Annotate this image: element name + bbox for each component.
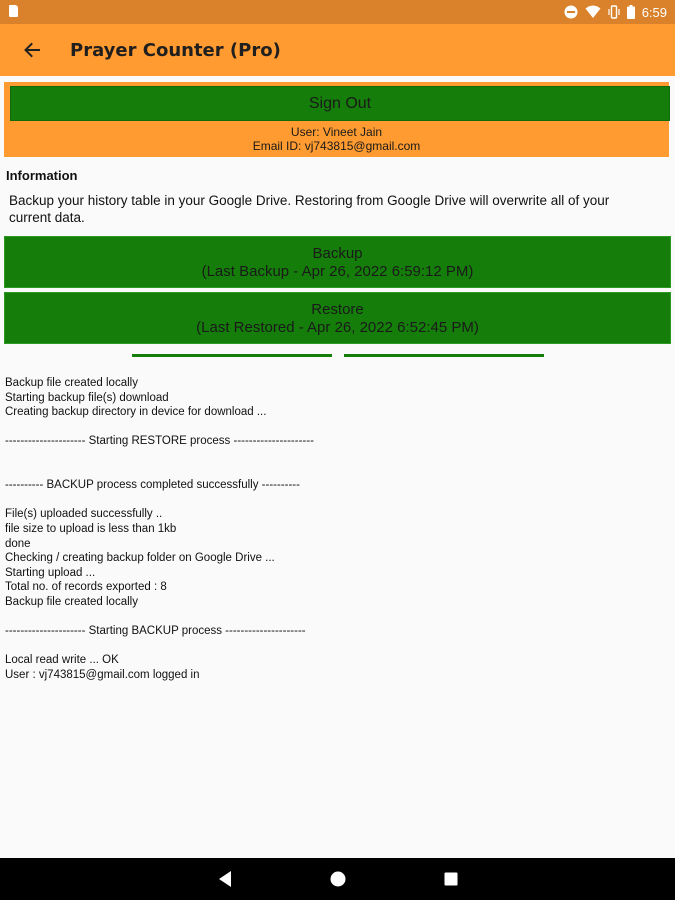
info-heading: Information	[6, 168, 78, 183]
nav-home-button[interactable]	[328, 869, 348, 889]
backup-last-time: (Last Backup - Apr 26, 2022 6:59:12 PM)	[201, 263, 474, 280]
log-line	[5, 493, 665, 508]
account-panel	[4, 82, 669, 157]
log-line: Starting upload ...	[5, 566, 96, 579]
nav-back-button[interactable]	[215, 869, 235, 889]
log-line: Total no. of records exported : 8	[5, 581, 167, 594]
log-line: ---------- BACKUP process completed successfully ----------	[5, 479, 300, 492]
restore-last-time: (Last Restored - Apr 26, 2022 6:52:45 PM)	[196, 319, 479, 336]
nav-back-icon	[217, 870, 233, 888]
log-line	[5, 610, 665, 625]
log-line	[5, 449, 665, 464]
battery-icon	[627, 5, 635, 19]
nav-recents-icon	[443, 871, 459, 887]
user-name: User: Vineet Jain	[290, 125, 383, 139]
app-bar	[0, 24, 675, 76]
arrow-left-icon	[23, 41, 41, 59]
log-line: File(s) uploaded successfully ..	[5, 508, 163, 521]
process-log	[5, 376, 665, 682]
backup-button[interactable]	[4, 236, 671, 288]
user-email: Email ID: vj743815@gmail.com	[252, 139, 421, 153]
status-time: 6:59	[641, 4, 667, 20]
log-line: Starting backup file(s) download	[5, 391, 169, 404]
status-bar	[0, 0, 675, 24]
nav-home-icon	[329, 870, 347, 888]
wifi-icon	[585, 5, 601, 19]
back-button[interactable]	[18, 36, 46, 64]
page-title: Prayer Counter (Pro)	[70, 40, 281, 61]
log-line	[5, 639, 665, 654]
log-line: --------------------- Starting RESTORE process ---------------------	[5, 435, 314, 448]
log-line: file size to upload is less than 1kb	[5, 522, 177, 535]
restore-button-label: Restore	[311, 301, 364, 318]
restore-button[interactable]	[4, 292, 671, 344]
log-line: Creating backup directory in device for download ...	[5, 406, 267, 419]
sign-out-button[interactable]: Sign Out	[10, 86, 670, 121]
progress-divider-right	[344, 354, 544, 357]
vibrate-icon	[608, 5, 620, 19]
sd-card-icon	[9, 5, 18, 17]
status-icons	[564, 0, 667, 24]
log-line	[5, 420, 665, 435]
info-text: Backup your history table in your Google Drive. Restoring from Google Drive will overwrite all of your current data.	[9, 193, 610, 225]
log-line: Backup file created locally	[5, 595, 138, 608]
log-line: --------------------- Starting BACKUP process ---------------------	[5, 625, 306, 638]
do-not-disturb-icon	[564, 5, 578, 19]
navigation-bar	[0, 858, 675, 900]
backup-button-label: Backup	[312, 245, 363, 262]
log-line: User : vj743815@gmail.com logged in	[5, 668, 200, 681]
log-line: Backup file created locally	[5, 377, 138, 389]
progress-divider-left	[132, 354, 332, 357]
nav-recents-button[interactable]	[441, 869, 461, 889]
log-line	[5, 464, 665, 479]
log-line: Checking / creating backup folder on Google Drive ...	[5, 552, 275, 565]
log-line: Local read write ... OK	[5, 654, 119, 667]
log-line: done	[5, 537, 31, 550]
